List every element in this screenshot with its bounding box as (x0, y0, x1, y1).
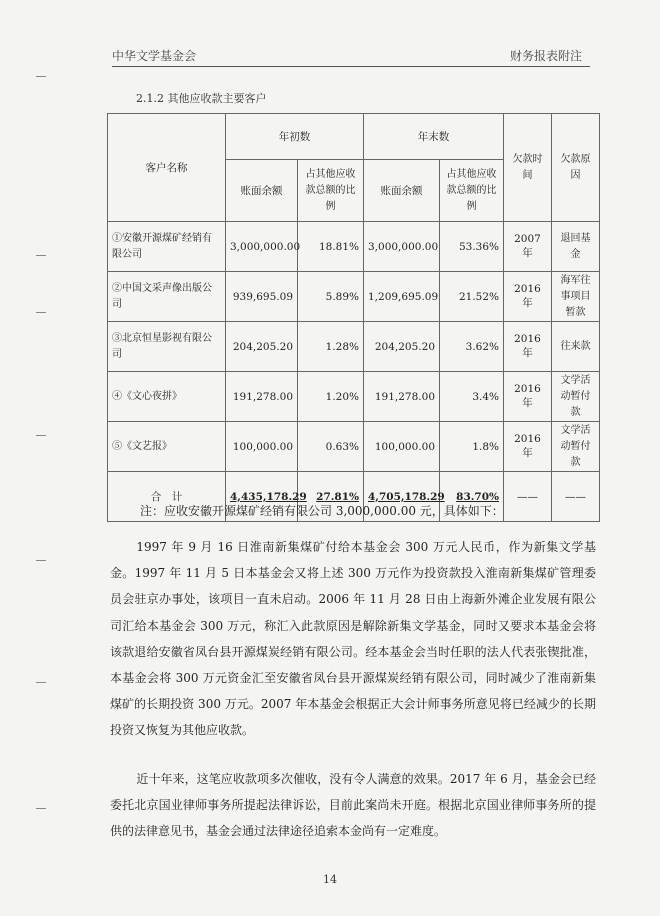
header-org-name: 中华文学基金会 (112, 49, 197, 63)
paragraph-collection: 近十年来，这笔应收款项多次催收，没有令人满意的效果。2017 年 6 月，基金会已经委托北京国业律师事务所提起法律诉讼，目前此案尚未开庭。根据北京国业律师事务所的提供的法律意见书，基金会通过法律途径追索本金尚有一定难度。 (110, 772, 596, 839)
paragraph-history: 1997 年 9 月 16 日淮南新集煤矿付给本基金会 300 万元人民币，作为新集文学基金。1997 年 11 月 5 日本基金会又将上述 300 万元作为投资款投入淮南新集煤矿管理委员会驻京办事处，该项目一直未启动。2006 年 11 月 28 日由上海新外滩企业发展有限公司汇给本基金会 300 万元，称汇入此款原因是解除新集文学基金，同时又要求本基金会将该款退给安徽省凤台县开源煤炭经销有限公司。经本基金会当时任职的法人代表张锲批准，本基金会将 300 万元资金汇至安徽省凤台县开源煤炭经销有限公司，同时减少了淮南新集煤矿的长期投资 300 万元。2007 年本基金会根据正大会计师事务所意见将已经减少的长期投资又恢复为其他应收款。 (110, 540, 596, 738)
end-amount: 191,278.00 (364, 372, 440, 422)
begin-ratio: 1.20% (298, 372, 364, 422)
header-arrears-reason: 欠款原因 (552, 114, 600, 222)
arrears-reason: 文学活动暂付款 (552, 422, 600, 472)
end-ratio: 53.36% (440, 222, 504, 272)
begin-amount: 3,000,000.00 (226, 222, 298, 272)
arrears-time: 2016 年 (504, 322, 552, 372)
header-arrears-time: 欠款时间 (504, 114, 552, 222)
total-begin-amount: 4,435,178.29 (230, 490, 307, 503)
begin-amount: 100,000.00 (226, 422, 298, 472)
end-ratio: 3.4% (440, 372, 504, 422)
total-reason: —— (552, 472, 600, 522)
binding-mark (36, 255, 46, 256)
customer-name: ②中国文采声像出版公司 (108, 272, 226, 322)
arrears-time: 2016 年 (504, 372, 552, 422)
header-begin-ratio: 占其他应收款总额的比例 (298, 160, 364, 222)
arrears-reason: 往来款 (552, 322, 600, 372)
table-note: 注：应收安徽开源煤矿经销有限公司 3,000,000.00 元，具体如下： (140, 504, 504, 518)
end-amount: 1,209,695.09 (364, 272, 440, 322)
end-ratio: 3.62% (440, 322, 504, 372)
header-begin-of-year: 年初数 (226, 114, 364, 160)
begin-ratio: 1.28% (298, 322, 364, 372)
begin-ratio: 5.89% (298, 272, 364, 322)
header-rule (112, 66, 590, 67)
arrears-reason: 文学活动暂付款 (552, 372, 600, 422)
header-end-book-balance: 账面余额 (364, 160, 440, 222)
end-amount: 100,000.00 (364, 422, 440, 472)
binding-mark (36, 312, 46, 313)
header-end-of-year: 年末数 (364, 114, 504, 160)
binding-mark (36, 560, 46, 561)
table-row (108, 272, 600, 322)
header-doc-title: 财务报表附注 (509, 49, 582, 63)
arrears-reason: 退回基金 (552, 222, 600, 272)
customer-name: ③北京恒星影视有限公司 (108, 322, 226, 372)
table-row (108, 222, 600, 272)
binding-mark (36, 435, 46, 436)
table-row (108, 422, 600, 472)
total-end-ratio: 83.70% (456, 490, 499, 503)
begin-amount: 939,695.09 (226, 272, 298, 322)
total-time: —— (504, 472, 552, 522)
customer-name: ④《文心夜拼》 (108, 372, 226, 422)
table-row (108, 322, 600, 372)
page-number: 14 (323, 873, 337, 886)
header-customer-name: 客户名称 (108, 114, 226, 222)
customer-name: ①安徽开源煤矿经销有限公司 (108, 222, 226, 272)
header-end-ratio: 占其他应收款总额的比例 (440, 160, 504, 222)
begin-ratio: 0.63% (298, 422, 364, 472)
arrears-time: 2007 年 (504, 222, 552, 272)
binding-mark (36, 682, 46, 683)
end-ratio: 1.8% (440, 422, 504, 472)
total-label: 合 计 (108, 472, 226, 522)
table-row (108, 372, 600, 422)
end-amount: 204,205.20 (364, 322, 440, 372)
arrears-time: 2016 年 (504, 272, 552, 322)
header-begin-book-balance: 账面余额 (226, 160, 298, 222)
end-amount: 3,000,000.00 (364, 222, 440, 272)
section-title: 2.1.2 其他应收款主要客户 (136, 92, 267, 105)
end-ratio: 21.52% (440, 272, 504, 322)
total-begin-ratio: 27.81% (316, 490, 359, 503)
binding-mark (36, 808, 46, 809)
customer-name: ⑤《文艺报》 (108, 422, 226, 472)
arrears-time: 2016 年 (504, 422, 552, 472)
begin-ratio: 18.81% (298, 222, 364, 272)
begin-amount: 191,278.00 (226, 372, 298, 422)
total-end-amount: 4,705,178.29 (368, 490, 445, 503)
begin-amount: 204,205.20 (226, 322, 298, 372)
binding-mark (36, 76, 46, 77)
arrears-reason: 海军往事项目暂款 (552, 272, 600, 322)
receivables-table (107, 113, 600, 522)
